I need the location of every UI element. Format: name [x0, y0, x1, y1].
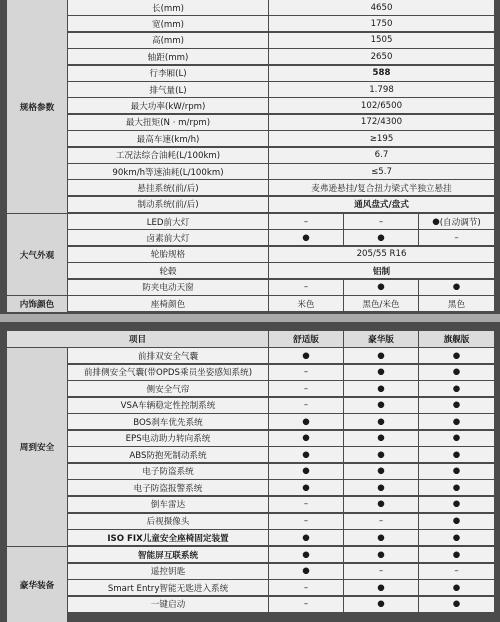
feature-label: ISO FIX儿童安全座椅固定装置 [68, 530, 268, 545]
feature-label: 前排双安全气囊 [68, 348, 268, 363]
trim-luxury-value: ● [344, 348, 418, 363]
spec-label: 最大扭矩(N · m/rpm) [68, 115, 268, 130]
trim-comfort-value: ● [269, 414, 343, 429]
mark: ● [452, 282, 461, 293]
group-spec: 规格参数 [7, 0, 67, 213]
spec-row [68, 81, 494, 97]
exterior-label: 防夹电动天窗 [68, 280, 268, 295]
header-trim-comfort: 舒适版 [269, 331, 343, 347]
exterior-value: 205/55 R16 [269, 247, 494, 262]
trim-comfort-value: – [269, 580, 343, 595]
exterior-value: 铝制 [269, 263, 494, 278]
safety-row [68, 347, 494, 363]
exterior-label: 轮毂 [68, 263, 268, 278]
trim-comfort-value: ● [269, 447, 343, 462]
trim-luxury-value: – [344, 564, 418, 579]
trim-flagship-value: ● [419, 597, 494, 612]
spec-value: 6.7 [269, 148, 494, 163]
trim-flagship-value: – [419, 564, 494, 579]
trim-luxury-value: ● [344, 464, 418, 479]
trim-luxury-value: – [344, 514, 418, 529]
group-interior: 内饰颜色 [7, 296, 67, 312]
trim-comfort-value: ● [269, 348, 343, 363]
trim-flagship-value: ● [419, 547, 494, 562]
trim-luxury-value: 黑色/米色 [344, 296, 418, 311]
feature-label: Smart Entry智能无匙进入系统 [68, 580, 268, 595]
trim-flagship-value: ● [419, 414, 494, 429]
trim-luxury-value: ● [344, 381, 418, 396]
header-trim-flagship: 旗舰版 [419, 331, 494, 347]
trim-flagship-value: ● [419, 464, 494, 479]
trim-luxury-value: ● [344, 230, 418, 245]
trim-flagship-value: ● [419, 365, 494, 380]
trim-flagship-value: ● [419, 497, 494, 512]
trim-luxury-value: ● [344, 414, 418, 429]
spec-label: 高(mm) [68, 33, 268, 48]
safety-row [68, 364, 494, 380]
trim-luxury-value: ● [344, 580, 418, 595]
trim-flagship-value: ● [419, 514, 494, 529]
safety-row [68, 397, 494, 413]
safety-row [68, 430, 494, 446]
spec-row [68, 147, 494, 163]
spec-value: 麦弗逊悬挂/复合扭力梁式半独立悬挂 [269, 180, 494, 195]
mark: ● [432, 216, 440, 227]
spec-value: 172/4300 [269, 115, 494, 130]
trim-flagship-value [419, 230, 494, 245]
spec-label: 排气量(L) [68, 82, 268, 97]
trim-flagship-value [419, 214, 494, 229]
trim-comfort-value: – [269, 381, 343, 396]
safety-row [68, 463, 494, 479]
spec-label: 长(mm) [68, 0, 268, 15]
spec-value: 4650 [269, 0, 494, 15]
trim-flagship-value: ● [419, 480, 494, 495]
spec-row [68, 15, 494, 31]
spec-value: 2650 [269, 49, 494, 64]
spec-row [68, 48, 494, 64]
feature-label: 后视摄像头 [68, 514, 268, 529]
feature-label: 倒车雷达 [68, 497, 268, 512]
trim-flagship-value: ● [419, 580, 494, 595]
spec-label: 悬挂系统(前/后) [68, 180, 268, 195]
group-safety: 周到安全 [7, 348, 67, 546]
safety-row [68, 413, 494, 429]
feature-label: 一键启动 [68, 597, 268, 612]
safety-row [68, 513, 494, 529]
trim-flagship-value: ● [419, 431, 494, 446]
trim-comfort-value: ● [269, 564, 343, 579]
spec-value: ≤5.7 [269, 164, 494, 179]
spec-value: 1.798 [269, 82, 494, 97]
exterior-label: LED前大灯 [68, 214, 268, 229]
trim-flagship-value [419, 280, 494, 295]
spec-row [68, 65, 494, 81]
trim-luxury-value: ● [344, 547, 418, 562]
trim-comfort-value: – [269, 597, 343, 612]
trim-luxury-value: ● [344, 447, 418, 462]
trim-comfort-value: ● [269, 480, 343, 495]
trim-flagship-value: 黑色 [419, 296, 494, 311]
safety-row [68, 380, 494, 396]
spec-row [68, 179, 494, 195]
feature-label: VSA车辆稳定性控制系统 [68, 398, 268, 413]
spec-row [68, 163, 494, 179]
interior-row [68, 295, 494, 311]
feature-label: 电子防盗报警系统 [68, 480, 268, 495]
trim-luxury-value: ● [344, 365, 418, 380]
spec-value: 1505 [269, 33, 494, 48]
trim-luxury-value: ● [344, 431, 418, 446]
luxury-row [68, 579, 494, 595]
trim-comfort-value: ● [269, 530, 343, 545]
mark-note: (自动调节) [439, 217, 481, 228]
trim-luxury-value: ● [344, 480, 418, 495]
header-trim-luxury: 豪华版 [344, 331, 418, 347]
exterior-row [68, 246, 494, 262]
trim-luxury-value: ● [344, 530, 418, 545]
spec-value: 102/6500 [269, 98, 494, 113]
feature-label: 遥控钥匙 [68, 564, 268, 579]
luxury-row [68, 546, 494, 562]
trim-flagship-value: ● [419, 398, 494, 413]
exterior-label: 轮胎规格 [68, 247, 268, 262]
exterior-row [68, 262, 494, 278]
trim-comfort-value: ● [269, 464, 343, 479]
exterior-row [68, 213, 494, 229]
spec-value: 1750 [269, 16, 494, 31]
trim-comfort-value: – [269, 280, 343, 295]
spec-row [68, 114, 494, 130]
luxury-row [68, 596, 494, 612]
interior-label: 座椅颜色 [68, 296, 268, 311]
spec-label: 宽(mm) [68, 16, 268, 31]
feature-label: 智能屏互联系统 [68, 547, 268, 562]
spec-value: 588 [269, 66, 494, 81]
trim-comfort-value: ● [269, 230, 343, 245]
trim-flagship-value: ● [419, 348, 494, 363]
feature-label: 电子防盗系统 [68, 464, 268, 479]
spec-label: 90km/h等速油耗(L/100km) [68, 164, 268, 179]
exterior-row [68, 229, 494, 245]
trim-luxury-value: ● [344, 398, 418, 413]
trim-luxury-value: ● [344, 597, 418, 612]
trim-flagship-value: ● [419, 530, 494, 545]
group-luxury: 豪华装备 [7, 547, 67, 622]
spec-row [68, 130, 494, 146]
feature-label: EPS电动助力转向系统 [68, 431, 268, 446]
spec-row [68, 32, 494, 48]
safety-row [68, 496, 494, 512]
spec-label: 最高车速(km/h) [68, 131, 268, 146]
trim-luxury-value: ● [344, 280, 418, 295]
spec-label: 制动系统(前/后) [68, 197, 268, 212]
trim-comfort-value: – [269, 365, 343, 380]
trim-comfort-value: ● [269, 431, 343, 446]
luxury-row [68, 563, 494, 579]
trim-luxury-value: ● [344, 497, 418, 512]
header-item: 项目 [7, 331, 268, 347]
feature-label: BOS刹车优先系统 [68, 414, 268, 429]
panel-gap [0, 314, 500, 322]
spec-value: 通风盘式/盘式 [269, 197, 494, 212]
spec-value: ≥195 [269, 131, 494, 146]
spec-row [68, 0, 494, 15]
trim-comfort-value: – [269, 514, 343, 529]
spec-label: 最大功率(kW/rpm) [68, 98, 268, 113]
trim-comfort-value: – [269, 214, 343, 229]
group-exterior: 大气外观 [7, 214, 67, 295]
trim-luxury-value: – [344, 214, 418, 229]
feature-label: 前排侧安全气囊(带OPDS乘员坐姿感知系统) [68, 365, 268, 380]
spec-label: 轴距(mm) [68, 49, 268, 64]
trim-flagship-value: ● [419, 447, 494, 462]
spec-label: 工况法综合油耗(L/100km) [68, 148, 268, 163]
spec-label: 行李厢(L) [68, 66, 268, 81]
exterior-row [68, 279, 494, 295]
feature-label: ABS防抱死制动系统 [68, 447, 268, 462]
mark: – [454, 232, 459, 243]
spec-row [68, 97, 494, 113]
trim-comfort-value: – [269, 398, 343, 413]
trim-comfort-value: ● [269, 547, 343, 562]
trim-comfort-value: 米色 [269, 296, 343, 311]
safety-row [68, 529, 494, 545]
safety-row [68, 479, 494, 495]
feature-label: 侧安全气帘 [68, 381, 268, 396]
trim-comfort-value: – [269, 497, 343, 512]
safety-row [68, 446, 494, 462]
exterior-label: 卤素前大灯 [68, 230, 268, 245]
spec-row [68, 196, 494, 212]
trim-flagship-value: ● [419, 381, 494, 396]
